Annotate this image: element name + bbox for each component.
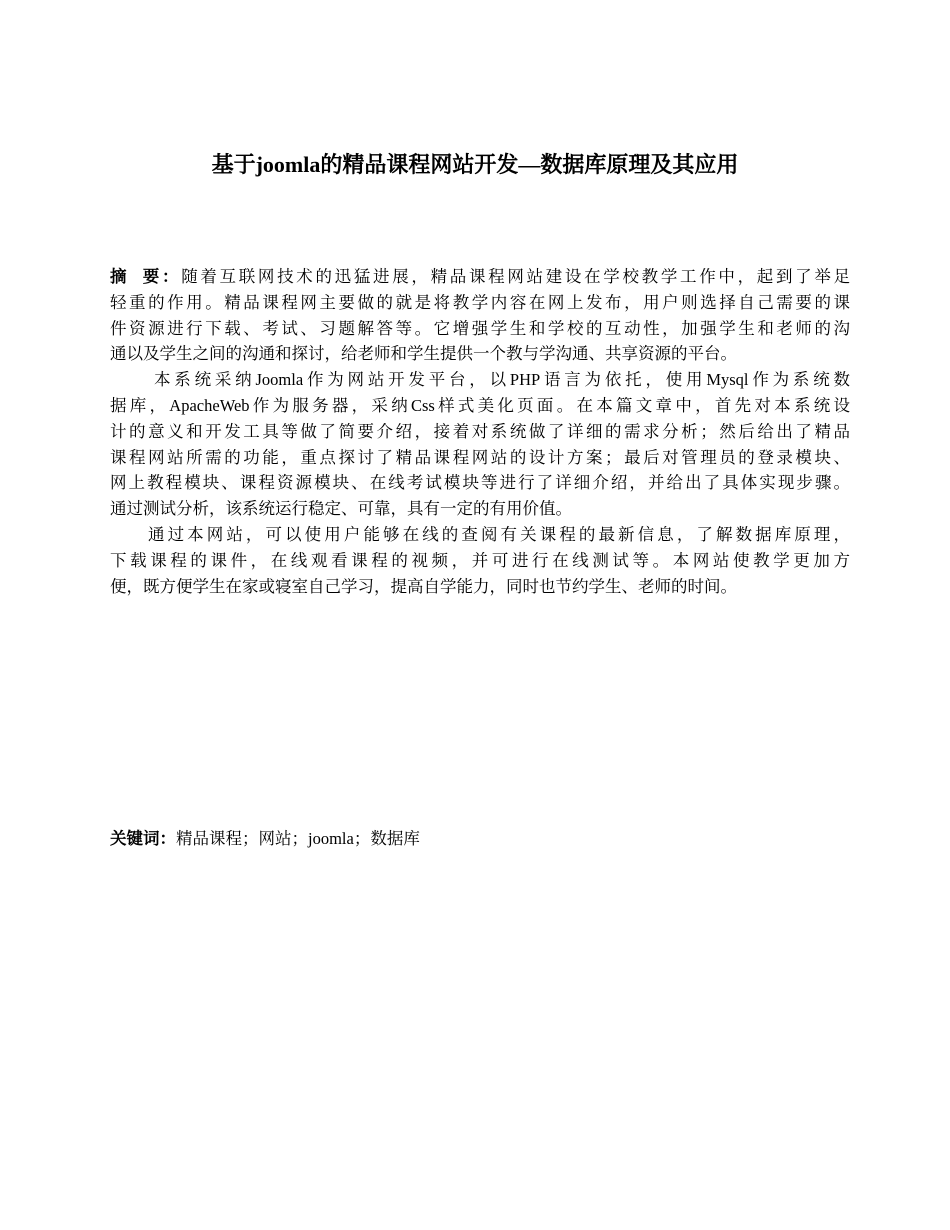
keywords-text: 精品课程；网站；joomla；数据库 xyxy=(176,829,420,848)
abstract-label: 摘 要： xyxy=(110,267,182,286)
abstract-line: 本系统采纳Joomla作为网站开发平台，以PHP语言为依托，使用Mysql作为系统数 xyxy=(154,370,850,390)
abstract-line: 轻重的作用。精品课程网主要做的就是将教学内容在网上发布，用户则选择自己需要的课 xyxy=(110,292,850,312)
abstract-line: 网上教程模块、课程资源模块、在线考试模块等进行了详细介绍，并给出了具体实现步骤。 xyxy=(110,473,850,493)
abstract-line: 通过本网站，可以使用户能够在线的查阅有关课程的最新信息，了解数据库原理， xyxy=(148,524,850,544)
document-title: 基于joomla的精品课程网站开发—数据库原理及其应用 xyxy=(211,152,739,177)
abstract-line: 课程网站所需的功能，重点探讨了精品课程网站的设计方案；最后对管理员的登录模块、 xyxy=(110,447,850,467)
abstract-line: 便，既方便学生在家或寝室自己学习，提高自学能力，同时也节约学生、老师的时间。 xyxy=(110,576,737,596)
keywords-label: 关键词： xyxy=(110,829,176,848)
abstract-line: 通以及学生之间的沟通和探讨，给老师和学生提供一个教与学沟通、共享资源的平台。 xyxy=(110,344,737,364)
abstract-line: 通过测试分析，该系统运行稳定、可靠，具有一定的有用价值。 xyxy=(110,499,572,519)
abstract-line: 据库，ApacheWeb作为服务器，采纳Css样式美化页面。在本篇文章中，首先对本系统设 xyxy=(110,395,850,415)
keywords-section xyxy=(110,826,420,851)
abstract-section xyxy=(110,264,850,599)
abstract-line: 下载课程的课件，在线观看课程的视频，并可进行在线测试等。本网站使教学更加方 xyxy=(110,550,850,570)
abstract-line: 件资源进行下载、考试、习题解答等。它增强学生和学校的互动性，加强学生和老师的沟 xyxy=(110,318,850,338)
abstract-text: 随着互联网技术的迅猛进展，精品课程网站建设在学校教学工作中，起到了举足 xyxy=(181,267,851,286)
abstract-line: 计的意义和开发工具等做了简要介绍，接着对系统做了详细的需求分析；然后给出了精品 xyxy=(110,421,850,441)
abstract-line xyxy=(110,264,850,290)
